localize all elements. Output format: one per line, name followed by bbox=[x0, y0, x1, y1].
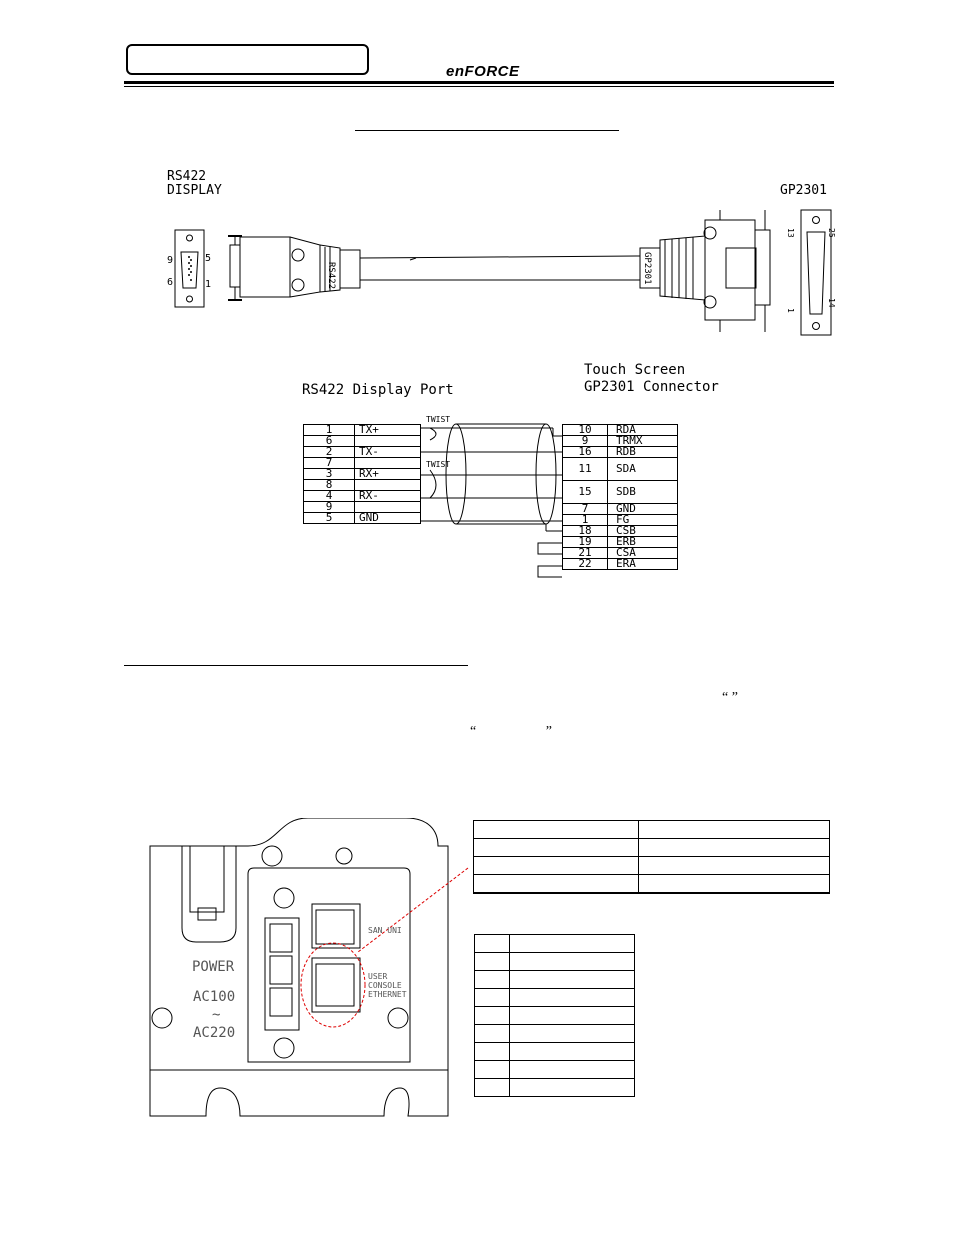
table-row: 10 RDA bbox=[563, 425, 678, 436]
gp2301-label: GP2301 bbox=[780, 183, 827, 198]
port-spec-table bbox=[473, 820, 830, 894]
table-row bbox=[474, 857, 830, 875]
rs422-port-title: RS422 Display Port bbox=[302, 382, 454, 398]
table-row: 9 bbox=[304, 502, 421, 513]
table-row bbox=[475, 953, 635, 971]
quote-marks-2: “ ” bbox=[470, 724, 552, 739]
cable bbox=[360, 256, 640, 280]
table-row: 9 TRMX bbox=[563, 436, 678, 447]
gp2301-pin-table bbox=[562, 424, 678, 570]
table-row bbox=[475, 1043, 635, 1061]
tilde-label: ~ bbox=[212, 1007, 221, 1023]
quote-marks-1: “ ” bbox=[722, 690, 738, 705]
rs422-label: RS422 bbox=[167, 169, 207, 184]
cable-label-rs422: RS422 bbox=[326, 262, 336, 290]
cable-drawing bbox=[160, 200, 860, 340]
table-row: 7 GND bbox=[563, 504, 678, 515]
table-row bbox=[475, 935, 635, 953]
table-row: 2 TX- bbox=[304, 447, 421, 458]
header-title-box bbox=[126, 44, 369, 75]
ac220-label: AC220 bbox=[193, 1025, 236, 1041]
table-row bbox=[475, 971, 635, 989]
console-label: CONSOLE bbox=[368, 981, 402, 990]
table-row: 7 bbox=[304, 458, 421, 469]
section-title-underline bbox=[355, 130, 619, 131]
right-connector-hood bbox=[640, 210, 770, 332]
dsub9-pin-5: 5 bbox=[205, 253, 212, 264]
table-row: 21 CSA bbox=[563, 548, 678, 559]
ethernet-pin-table bbox=[474, 934, 635, 1097]
table-row bbox=[474, 875, 830, 893]
table-row: 4 RX- bbox=[304, 491, 421, 502]
dsub9-pin-6: 6 bbox=[167, 277, 174, 288]
table-row bbox=[475, 1025, 635, 1043]
touch-screen-title: Touch Screen bbox=[584, 362, 686, 378]
table-row bbox=[475, 1079, 635, 1097]
dsub25-pin-25: 25 bbox=[827, 228, 836, 238]
gp2301-connector-title: GP2301 Connector bbox=[584, 379, 719, 395]
callout-line bbox=[356, 862, 476, 962]
dsub9-pin-1: 1 bbox=[205, 279, 212, 290]
san-uni-label: SAN UNI bbox=[368, 926, 402, 935]
table-row: 1 FG bbox=[563, 515, 678, 526]
dsub25-pin-14: 14 bbox=[827, 298, 836, 308]
table-row bbox=[475, 1061, 635, 1079]
table-row: 5 GND bbox=[304, 513, 421, 524]
left-connector-hood bbox=[228, 236, 360, 300]
header-rule-thin bbox=[124, 86, 834, 87]
dsub25-pin-1: 1 bbox=[786, 308, 795, 313]
table-row: 1 TX+ bbox=[304, 425, 421, 436]
rs422-pin-table bbox=[303, 424, 421, 524]
twist-label-1: TWIST bbox=[426, 415, 451, 424]
table-row: 19 ERB bbox=[563, 537, 678, 548]
subsection-title-underline bbox=[124, 665, 468, 666]
table-row: 22 ERA bbox=[563, 559, 678, 570]
dsub9-pin-9: 9 bbox=[167, 255, 174, 266]
ac100-label: AC100 bbox=[193, 989, 236, 1005]
cable-label-gp2301: GP2301 bbox=[642, 252, 652, 285]
table-row bbox=[475, 1007, 635, 1025]
display-label: DISPLAY bbox=[167, 183, 222, 198]
brand-logo: enFORCE bbox=[446, 63, 520, 80]
table-row: 16 RDB bbox=[563, 447, 678, 458]
dsub25-pin-13: 13 bbox=[786, 228, 795, 238]
dsub9-face bbox=[175, 230, 204, 307]
table-row: 15 SDB bbox=[563, 481, 678, 504]
table-row: 11 SDA bbox=[563, 458, 678, 481]
table-row bbox=[475, 989, 635, 1007]
twist-label-2: TWIST bbox=[426, 460, 451, 469]
ethernet-label: ETHERNET bbox=[368, 990, 407, 999]
wiring-lines bbox=[420, 418, 570, 588]
table-row: 3 RX+ bbox=[304, 469, 421, 480]
user-label: USER bbox=[368, 972, 388, 981]
table-row bbox=[474, 839, 830, 857]
table-row: 18 CSB bbox=[563, 526, 678, 537]
header-rule-thick bbox=[124, 81, 834, 84]
table-row: 6 bbox=[304, 436, 421, 447]
table-row bbox=[474, 821, 830, 839]
power-label: POWER bbox=[192, 959, 235, 975]
table-row: 8 bbox=[304, 480, 421, 491]
